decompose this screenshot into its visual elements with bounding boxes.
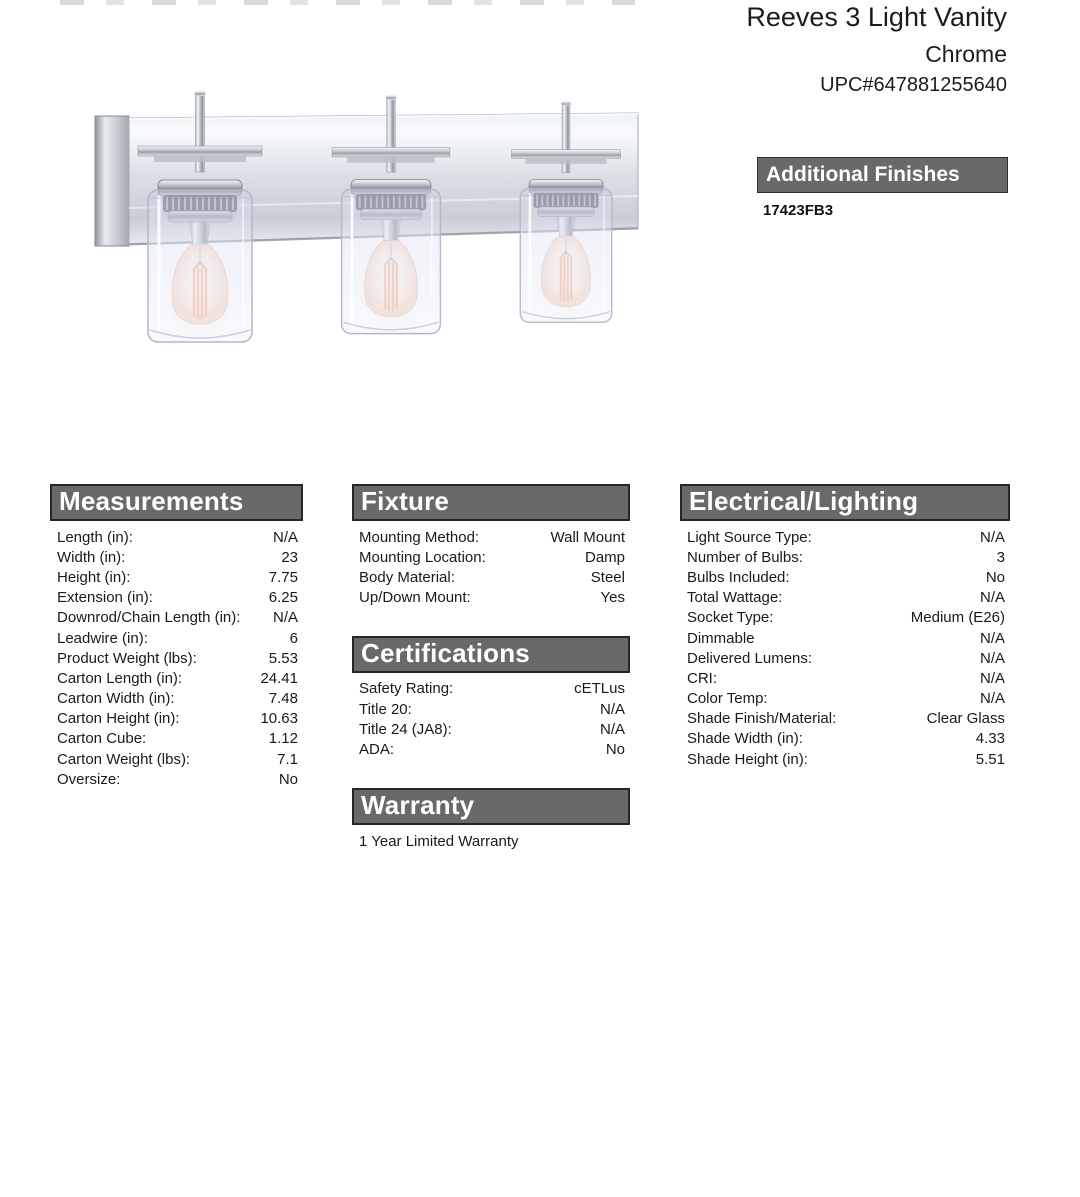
spec-label: Up/Down Mount: — [359, 589, 471, 607]
additional-finishes-header: Additional Finishes — [757, 157, 1008, 193]
spec-value: N/A — [599, 720, 625, 738]
cropped-text-fragments — [60, 0, 635, 5]
spec-label: Safety Rating: — [359, 680, 454, 698]
spec-row — [50, 527, 303, 547]
spec-row — [680, 588, 1010, 608]
spec-value: N/A — [599, 700, 625, 718]
vanity-fixture-illustration — [80, 88, 670, 360]
spec-value: Clear Glass — [926, 710, 1005, 728]
spec-value: N/A — [272, 528, 298, 546]
spec-row — [680, 709, 1010, 729]
spec-label: Delivered Lumens: — [687, 649, 813, 667]
spec-row — [352, 679, 630, 699]
spec-value: 6 — [289, 629, 298, 647]
spec-row — [352, 567, 630, 587]
spec-row — [680, 668, 1010, 688]
spec-value: 10.63 — [260, 710, 298, 728]
measurements-header: Measurements — [50, 484, 303, 521]
spec-row — [50, 769, 303, 789]
spec-value: cETLus — [574, 680, 625, 698]
spec-value: Damp — [584, 548, 625, 566]
electrical-section — [680, 484, 1010, 769]
spec-row — [50, 567, 303, 587]
spec-value: 7.48 — [268, 690, 298, 708]
fixture-rows — [352, 527, 630, 608]
spec-label: Bulbs Included: — [687, 568, 790, 586]
spec-label: Carton Height (in): — [57, 710, 180, 728]
additional-finish-sku: 17423FB3 — [763, 202, 834, 219]
spec-value: 7.75 — [268, 568, 298, 586]
spec-value: N/A — [979, 528, 1005, 546]
spec-label: Light Source Type: — [687, 528, 812, 546]
spec-row — [50, 547, 303, 567]
product-upc: UPC#647881255640 — [820, 74, 1007, 96]
spec-label: Length (in): — [57, 528, 133, 546]
certifications-header: Certifications — [352, 636, 630, 673]
spec-row — [50, 729, 303, 749]
product-title-block — [746, 1, 1007, 97]
spec-label: Body Material: — [359, 568, 455, 586]
spec-label: Carton Weight (lbs): — [57, 750, 191, 768]
spec-value: 24.41 — [260, 669, 298, 687]
spec-row — [680, 628, 1010, 648]
spec-label: Shade Height (in): — [687, 750, 808, 768]
spec-value: 6.25 — [268, 589, 298, 607]
spec-row — [352, 719, 630, 739]
spec-value: 7.1 — [277, 750, 298, 768]
spec-value: No — [278, 770, 298, 788]
spec-value: N/A — [979, 669, 1005, 687]
spec-row — [680, 689, 1010, 709]
spec-value: 1.12 — [268, 730, 298, 748]
spec-label: Mounting Location: — [359, 548, 486, 566]
warranty-text: 1 Year Limited Warranty — [359, 832, 519, 850]
spec-label: Width (in): — [57, 548, 126, 566]
spec-row — [50, 668, 303, 688]
fixture-header: Fixture — [352, 484, 630, 521]
spec-row — [50, 608, 303, 628]
spec-row — [680, 729, 1010, 749]
spec-row — [680, 567, 1010, 587]
certifications-section — [352, 636, 630, 760]
spec-value: N/A — [979, 629, 1005, 647]
electrical-header: Electrical/Lighting — [680, 484, 1010, 521]
spec-label: Shade Width (in): — [687, 730, 803, 748]
spec-row — [50, 749, 303, 769]
spec-value: No — [605, 740, 625, 758]
spec-label: Carton Length (in): — [57, 669, 183, 687]
spec-row — [352, 739, 630, 759]
spec-row — [50, 588, 303, 608]
spec-label: Total Wattage: — [687, 589, 783, 607]
spec-label: Extension (in): — [57, 589, 153, 607]
spec-value: N/A — [979, 589, 1005, 607]
spec-row — [680, 749, 1010, 769]
electrical-rows — [680, 527, 1010, 769]
spec-row — [680, 527, 1010, 547]
spec-value: Steel — [590, 568, 625, 586]
spec-label: Carton Width (in): — [57, 690, 175, 708]
spec-value: Yes — [600, 589, 625, 607]
spec-label: Color Temp: — [687, 690, 768, 708]
product-photo — [80, 88, 670, 360]
spec-label: Height (in): — [57, 568, 131, 586]
spec-label: Product Weight (lbs): — [57, 649, 197, 667]
spec-value: 23 — [281, 548, 298, 566]
warranty-header: Warranty — [352, 788, 630, 825]
spec-label: Number of Bulbs: — [687, 548, 803, 566]
spec-label: Mounting Method: — [359, 528, 480, 546]
spec-label: Dimmable — [687, 629, 755, 647]
spec-row — [352, 699, 630, 719]
spec-label: Title 20: — [359, 700, 412, 718]
spec-label: Shade Finish/Material: — [687, 710, 837, 728]
spec-label: Title 24 (JA8): — [359, 720, 452, 738]
spec-value: Wall Mount — [550, 528, 625, 546]
spec-label: Downrod/Chain Length (in): — [57, 609, 241, 627]
middle-column — [352, 484, 630, 850]
spec-label: Carton Cube: — [57, 730, 147, 748]
fixture-section — [352, 484, 630, 608]
spec-value: 5.51 — [975, 750, 1005, 768]
spec-row — [352, 527, 630, 547]
spec-row — [352, 588, 630, 608]
spec-value: 5.53 — [268, 649, 298, 667]
spec-value: N/A — [272, 609, 298, 627]
product-title: Reeves 3 Light Vanity — [746, 2, 1007, 32]
spec-value: Medium (E26) — [910, 609, 1005, 627]
spec-value: 3 — [996, 548, 1005, 566]
spec-row — [50, 689, 303, 709]
spec-label: Leadwire (in): — [57, 629, 148, 647]
spec-label: Oversize: — [57, 770, 121, 788]
measurements-section — [50, 484, 303, 789]
spec-label: ADA: — [359, 740, 395, 758]
spec-value: N/A — [979, 649, 1005, 667]
spec-value: N/A — [979, 690, 1005, 708]
certifications-rows — [352, 679, 630, 760]
spec-value: No — [985, 568, 1005, 586]
measurements-rows — [50, 527, 303, 789]
spec-row — [680, 648, 1010, 668]
spec-value: 4.33 — [975, 730, 1005, 748]
spec-row — [50, 709, 303, 729]
product-finish: Chrome — [925, 41, 1007, 67]
spec-row — [680, 547, 1010, 567]
spec-label: CRI: — [687, 669, 717, 687]
spec-label: Socket Type: — [687, 609, 774, 627]
spec-row — [50, 628, 303, 648]
additional-finishes-section — [757, 157, 1008, 219]
spec-row — [680, 608, 1010, 628]
spec-row — [50, 648, 303, 668]
spec-row — [352, 547, 630, 567]
warranty-section — [352, 788, 630, 850]
